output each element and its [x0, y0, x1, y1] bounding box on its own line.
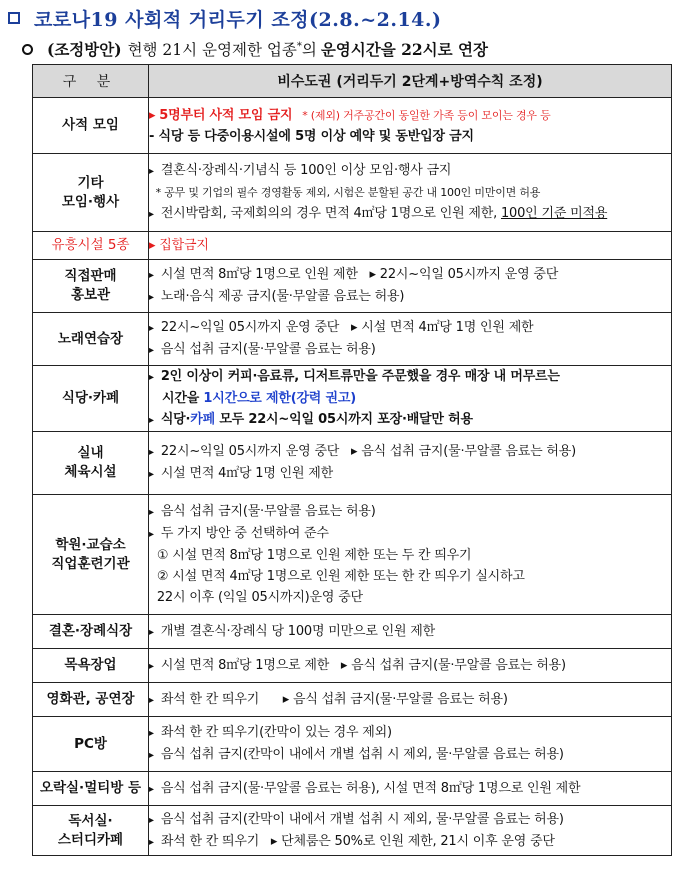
row-detail [149, 313, 672, 366]
subtitle-bold-end: 운영시간을 22시로 연장 [320, 40, 488, 59]
detail-text: 노래·음식 제공 금지(물·무알콜 음료는 허용) [160, 289, 405, 304]
detail-text: ② 시설 면적 4㎡당 1명으로 인원 제한 또는 한 칸 띄우기 실시하고 [149, 569, 525, 584]
detail-line [149, 778, 671, 800]
detail-text: 22시~익일 05시까지 운영 중단 ▸ 시설 면적 4㎡당 1명 인원 제한 [160, 320, 534, 335]
detail-text: 결혼식·장례식·기념식 등 100인 이상 모임·행사 금지 [160, 163, 452, 178]
detail-text: 좌석 한 칸 띄우기(칸막이 있는 경우 제외) [160, 725, 392, 740]
detail-text: 음식 섭취 금지(물·무알콜 음료는 허용) [160, 342, 376, 357]
page-title: 코로나19 사회적 거리두기 조정(2.8.~2.14.) [34, 8, 442, 31]
row-detail [149, 649, 672, 683]
bullet-triangle-icon: ▸ [149, 660, 157, 672]
row-detail [149, 232, 672, 260]
row-detail [149, 366, 672, 432]
detail-text: ① 시설 면적 8㎡당 1명으로 인원 제한 또는 두 칸 띄우기 [149, 548, 472, 563]
detail-line [149, 831, 671, 853]
row-category [33, 432, 149, 495]
subtitle-mid [128, 38, 317, 60]
row-category-line: 오락실·멀티방 등 [39, 780, 142, 796]
detail-text: 22시 이후 (익일 05시까지)운영 중단 [149, 590, 363, 605]
table-header-row [33, 65, 672, 98]
bullet-triangle-icon: ▸ [149, 447, 157, 458]
row-category-line: 목욕장업 [64, 657, 117, 673]
row-detail [149, 98, 672, 154]
row-category [33, 154, 149, 232]
row-detail [149, 683, 672, 717]
detail-text: 집합금지 [159, 238, 209, 253]
detail-text: 2인 이상이 커피·음료류, 디저트류만을 주문했을 경우 매장 내 머무르는 [160, 369, 560, 384]
bullet-triangle-icon: ▸ [149, 750, 157, 761]
row-category-line: 스터디카페 [57, 831, 124, 848]
table-row [33, 615, 672, 649]
detail-text: 음식 섭취 금지(칸막이 내에서 개별 섭취 시 제외, 물·무알콜 음료는 허용) [160, 747, 564, 762]
bullet-triangle-icon: ▸ [149, 469, 157, 480]
detail-line [149, 545, 671, 566]
detail-text: 좌석 한 칸 띄우기 ▸ 음식 섭취 금지(물·무알콜 음료는 허용) [160, 691, 508, 707]
bullet-triangle-icon: ▸ [149, 783, 157, 795]
detail-text: 음식 섭취 금지(물·무알콜 음료는 허용), 시설 면적 8㎡당 1명으로 인원 제한 [160, 780, 581, 796]
bullet-triangle-icon: ▸ [149, 694, 157, 706]
detail-line [149, 126, 671, 147]
subtitle-prefix: (조정방안) [47, 40, 122, 59]
detail-line [149, 587, 671, 608]
header-col-category: 구 분 [33, 65, 149, 98]
subtitle-asterisk: * [296, 40, 302, 52]
detail-line [149, 105, 671, 126]
detail-line [149, 501, 671, 523]
table-row [33, 495, 672, 615]
detail-text: 시설 면적 8㎡당 1명으로 제한 ▸ 음식 섭취 금지(물·무알콜 음료는 허용) [160, 657, 566, 673]
detail-line [149, 235, 671, 256]
row-category-line: 직접판매 [64, 268, 117, 284]
table-row [33, 649, 672, 683]
bullet-triangle-icon: ▸ [149, 323, 157, 334]
row-category [33, 232, 149, 260]
row-category-line: 기타 [77, 174, 104, 191]
detail-text: ▸ [149, 107, 160, 123]
subtitle-row [22, 37, 488, 61]
subtitle-mid-text: 현행 21시 운영제한 업종 [127, 41, 297, 59]
detail-line [149, 655, 671, 677]
row-category [33, 366, 149, 432]
table-row [33, 806, 672, 856]
row-category-line: 독서실· [68, 812, 113, 829]
detail-line [149, 339, 671, 361]
detail-text: 22시~익일 05시까지 운영 중단 ▸ 음식 섭취 금지(물·무알콜 음료는 허용) [160, 444, 576, 459]
detail-text: 음식 섭취 금지(칸막이 내에서 개별 섭취 시 제외, 물·무알콜 음료는 허용) [160, 811, 564, 827]
row-category-line: 모임·행사 [61, 193, 120, 210]
row-detail [149, 154, 672, 232]
detail-line [149, 317, 671, 339]
row-category [33, 649, 149, 683]
bullet-triangle-icon: ▸ [149, 836, 157, 848]
bullet-triangle-icon: ▸ [149, 507, 157, 518]
table-row [33, 98, 672, 154]
table-row [33, 772, 672, 806]
row-category [33, 806, 149, 856]
row-category-line: 실내 [77, 445, 104, 461]
table-row [33, 432, 672, 495]
detail-text: 좌석 한 칸 띄우기 ▸ 단체룸은 50%로 인원 제한, 21시 이후 운영 중단 [160, 833, 555, 849]
detail-text: ▸ [149, 238, 160, 253]
detail-text: 시설 면적 8㎡당 1명으로 인원 제한 ▸ 22시~익일 05시까지 운영 중단 [160, 267, 559, 282]
detail-text: 전시박람회, 국제회의의 경우 면적 4㎡당 1명으로 인원 제한, [160, 206, 501, 221]
detail-line [149, 160, 671, 182]
bullet-triangle-icon: ▸ [149, 209, 157, 220]
bullet-triangle-icon: ▸ [149, 270, 157, 281]
detail-text: 모두 22시~익일 05시까지 포장·배달만 허용 [215, 412, 473, 427]
row-category [33, 683, 149, 717]
subtitle-mid2-text: 의 [301, 41, 317, 59]
row-detail [149, 495, 672, 615]
row-category [33, 98, 149, 154]
table-row [33, 717, 672, 772]
bullet-triangle-icon: ▸ [149, 415, 157, 426]
row-category [33, 260, 149, 313]
detail-text: - 식당 등 다중이용시설에 5명 이상 예약 및 동반입장 금지 [149, 128, 474, 144]
detail-text: 5명부터 사적 모임 금지 [159, 107, 293, 123]
row-category-line: 결혼·장례식장 [48, 623, 133, 639]
detail-line [149, 463, 671, 485]
bullet-triangle-icon: ▸ [149, 345, 157, 356]
detail-text: 1시간으로 제한(강력 권고) [203, 391, 356, 406]
table-row [33, 683, 672, 717]
policy-table [32, 64, 672, 856]
bullet-triangle-icon: ▸ [149, 292, 157, 303]
row-detail [149, 772, 672, 806]
detail-line [149, 286, 671, 308]
table-body [33, 98, 672, 856]
detail-text: 카페 [190, 412, 215, 427]
detail-line [149, 182, 671, 203]
detail-text: 시설 면적 4㎡당 1명 인원 제한 [160, 466, 333, 481]
bullet-triangle-icon: ▸ [149, 814, 157, 826]
table-row [33, 260, 672, 313]
bullet-triangle-icon: ▸ [149, 372, 157, 383]
detail-text: * 공무 및 기업의 필수 경영활동 제외, 시험은 분할된 공간 내 100인 미만이면 허용 [149, 186, 541, 199]
detail-text: 100인 기준 미적용 [500, 206, 608, 221]
row-category [33, 615, 149, 649]
detail-line [149, 523, 671, 545]
row-category [33, 495, 149, 615]
table-row [33, 232, 672, 260]
row-category-line: 유흥시설 5종 [51, 237, 130, 253]
detail-text: 식당· [160, 412, 191, 427]
table-row [33, 154, 672, 232]
row-detail [149, 615, 672, 649]
bullet-triangle-icon: ▸ [149, 626, 157, 638]
row-category-line: 체육시설 [64, 464, 117, 480]
detail-line [149, 744, 671, 766]
row-detail [149, 806, 672, 856]
detail-line [149, 809, 671, 831]
row-detail [149, 260, 672, 313]
checkbox-square-icon [8, 12, 20, 24]
title-row [8, 3, 442, 33]
bullet-triangle-icon: ▸ [149, 728, 157, 739]
table-row [33, 366, 672, 432]
detail-text: 두 가지 방안 중 선택하여 준수 [160, 526, 329, 541]
detail-line [149, 366, 671, 388]
row-detail [149, 432, 672, 495]
detail-line [149, 441, 671, 463]
row-detail [149, 717, 672, 772]
row-category-line: 사적 모임 [62, 117, 119, 133]
detail-line [149, 409, 671, 431]
row-category [33, 313, 149, 366]
header-col-detail: 비수도권 (거리두기 2단계+방역수칙 조정) [149, 65, 672, 98]
detail-line [149, 264, 671, 286]
table-row [33, 313, 672, 366]
detail-text: 개별 결혼식·장례식 당 100명 미만으로 인원 제한 [160, 623, 435, 639]
detail-text: * (제외) 거주공간이 동일한 가족 등이 모이는 경우 등 [292, 108, 551, 122]
row-category-line: 학원·교습소 [55, 536, 126, 553]
detail-text: 음식 섭취 금지(물·무알콜 음료는 허용) [160, 504, 376, 519]
row-category-line: 노래연습장 [57, 330, 124, 347]
row-category-line: 식당·카페 [61, 390, 120, 406]
detail-line [149, 388, 671, 409]
circle-bullet-icon [22, 44, 33, 55]
row-category [33, 772, 149, 806]
detail-line [149, 621, 671, 643]
detail-line [149, 689, 671, 711]
row-category-line: PC방 [74, 735, 107, 752]
bullet-triangle-icon: ▸ [149, 166, 157, 177]
detail-line [149, 566, 671, 587]
row-category-line: 직업훈련기관 [51, 555, 130, 572]
bullet-triangle-icon: ▸ [149, 529, 157, 540]
detail-text: 시간을 [149, 391, 204, 406]
row-category-line: 홍보관 [70, 287, 111, 303]
detail-line [149, 722, 671, 744]
row-category-line: 영화관, 공연장 [46, 691, 135, 707]
row-category [33, 717, 149, 772]
detail-line [149, 203, 671, 225]
